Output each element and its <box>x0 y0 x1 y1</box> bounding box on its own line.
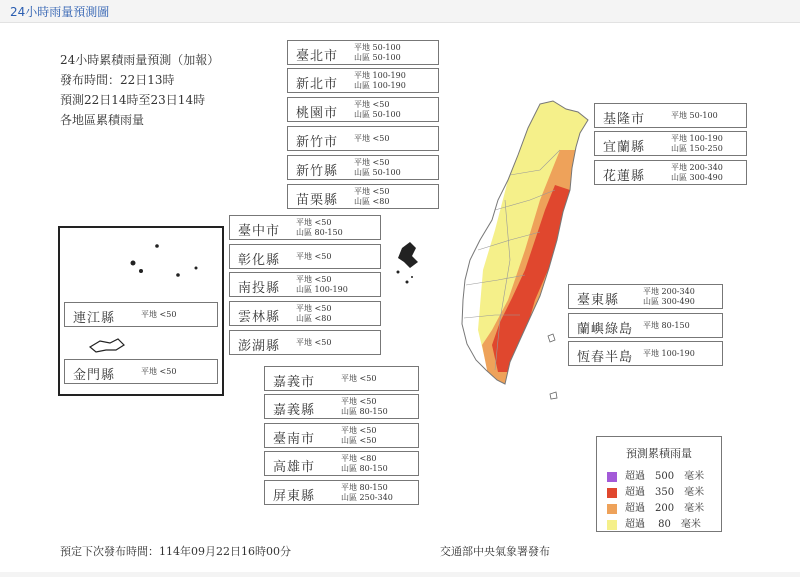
region-pingtung-county <box>264 480 419 505</box>
region-yunlin-county <box>229 301 381 326</box>
region-kinmen-county <box>64 359 218 384</box>
region-name: 彰化縣 <box>238 253 281 268</box>
region-values: 平地 <50 <box>341 374 377 383</box>
publisher: 交通部中央氣象署發布 <box>440 545 550 558</box>
info-title: 24小時累積雨量預測（加報） <box>60 53 220 67</box>
legend-swatch-200 <box>607 504 617 514</box>
region-nantou-county <box>229 272 381 297</box>
region-miaoli-county <box>287 184 439 209</box>
region-name: 金門縣 <box>73 368 116 383</box>
island <box>397 271 400 274</box>
region-hsinchu-county <box>287 155 439 180</box>
legend-item: 超過 500 毫米 <box>607 467 704 481</box>
region-values: 平地 <50 山區 50-100 <box>354 100 401 119</box>
region-hualien-county <box>594 160 747 185</box>
region-values: 平地 100-190 <box>643 349 695 358</box>
legend-item: 超過 200 毫米 <box>607 499 704 513</box>
region-name: 恆春半島 <box>577 350 634 365</box>
region-name: 臺中市 <box>238 224 281 239</box>
info-release-time: 發布時間：22日13時 <box>60 73 175 87</box>
penghu-islands <box>397 242 419 284</box>
region-name: 蘭嶼綠島 <box>577 322 634 337</box>
bottom-edge <box>0 572 800 577</box>
region-hsinchu-city <box>287 126 439 151</box>
region-name: 連江縣 <box>73 311 116 326</box>
region-name: 臺北市 <box>296 49 339 64</box>
region-taitung-county <box>568 284 723 309</box>
region-new-taipei-city <box>287 68 439 93</box>
island <box>406 281 409 284</box>
legend-swatch-80 <box>607 520 617 530</box>
region-name: 嘉義市 <box>273 375 316 390</box>
region-tainan-city <box>264 423 419 448</box>
green-island <box>548 334 555 342</box>
region-name: 雲林縣 <box>238 310 281 325</box>
region-lienchiang-county <box>64 302 218 327</box>
region-name: 新竹市 <box>296 135 339 150</box>
region-name: 苗栗縣 <box>296 193 339 208</box>
island <box>398 242 418 268</box>
region-name: 新竹縣 <box>296 164 339 179</box>
region-chiayi-city <box>264 366 419 391</box>
region-name: 宜蘭縣 <box>603 140 646 155</box>
region-values: 平地 <50 <box>141 367 177 376</box>
region-name: 嘉義縣 <box>273 403 316 418</box>
region-taipei-city <box>287 40 439 65</box>
legend-swatch-350 <box>607 488 617 498</box>
region-values: 平地 <50 山區 <80 <box>354 187 390 206</box>
region-values: 平地 200-340 山區 300-490 <box>643 287 695 306</box>
legend-swatch-500 <box>607 472 617 482</box>
region-name: 基隆市 <box>603 112 646 127</box>
region-values: 平地 <50 山區 80-150 <box>296 218 343 237</box>
region-values: 平地 50-100 <box>671 111 718 120</box>
region-kaohsiung-city <box>264 451 419 476</box>
region-values: 平地 <50 <box>296 338 332 347</box>
region-values: 平地 <50 <box>354 134 390 143</box>
region-values: 平地 80-150 山區 250-340 <box>341 483 393 502</box>
legend-item: 超過 80 毫米 <box>607 515 701 529</box>
island <box>411 276 413 278</box>
region-values: 平地 <50 <box>141 310 177 319</box>
region-values: 平地 <50 山區 100-190 <box>296 275 348 294</box>
region-name: 花蓮縣 <box>603 169 646 184</box>
legend-item: 超過 350 毫米 <box>607 483 704 497</box>
region-name: 高雄市 <box>273 460 316 475</box>
region-lanyu-ludao <box>568 313 723 338</box>
orchid-island <box>550 392 557 399</box>
region-values: 平地 <50 山區 <80 <box>296 304 332 323</box>
next-release-time: 預定下次發布時間：114年09月22日16時00分 <box>60 545 291 558</box>
region-values: 平地 <50 山區 50-100 <box>354 158 401 177</box>
region-name: 澎湖縣 <box>238 339 281 354</box>
rainfall-legend <box>596 436 722 532</box>
region-taoyuan-city <box>287 97 439 122</box>
region-values: 平地 50-100 山區 50-100 <box>354 43 401 62</box>
region-changhua-county <box>229 244 381 269</box>
region-values: 平地 <50 山區 80-150 <box>341 397 388 416</box>
region-keelung-city <box>594 103 747 128</box>
region-chiayi-county <box>264 394 419 419</box>
region-values: 平地 80-150 <box>643 321 690 330</box>
region-penghu-county <box>229 330 381 355</box>
region-hengchun-peninsula <box>568 341 723 366</box>
window-title: 24小時雨量預測圖 <box>10 5 110 19</box>
region-values: 平地 <50 <box>296 252 332 261</box>
region-name: 屏東縣 <box>273 489 316 504</box>
region-name: 臺南市 <box>273 432 316 447</box>
region-name: 新北市 <box>296 77 339 92</box>
region-values: 平地 <80 山區 80-150 <box>341 454 388 473</box>
region-values: 平地 100-190 山區 150-250 <box>671 134 723 153</box>
region-name: 臺東縣 <box>577 293 620 308</box>
region-values: 平地 200-340 山區 300-490 <box>671 163 723 182</box>
region-name: 南投縣 <box>238 281 281 296</box>
region-values: 平地 <50 山區 <50 <box>341 426 377 445</box>
region-yilan-county <box>594 131 747 156</box>
region-name: 桃園市 <box>296 106 339 121</box>
info-forecast-period: 預測22日14時至23日14時 <box>60 93 206 107</box>
legend-title: 預測累積雨量 <box>626 447 692 460</box>
region-taichung-city <box>229 215 381 240</box>
info-region-note: 各地區累積雨量 <box>60 113 145 127</box>
region-values: 平地 100-190 山區 100-190 <box>354 71 406 90</box>
